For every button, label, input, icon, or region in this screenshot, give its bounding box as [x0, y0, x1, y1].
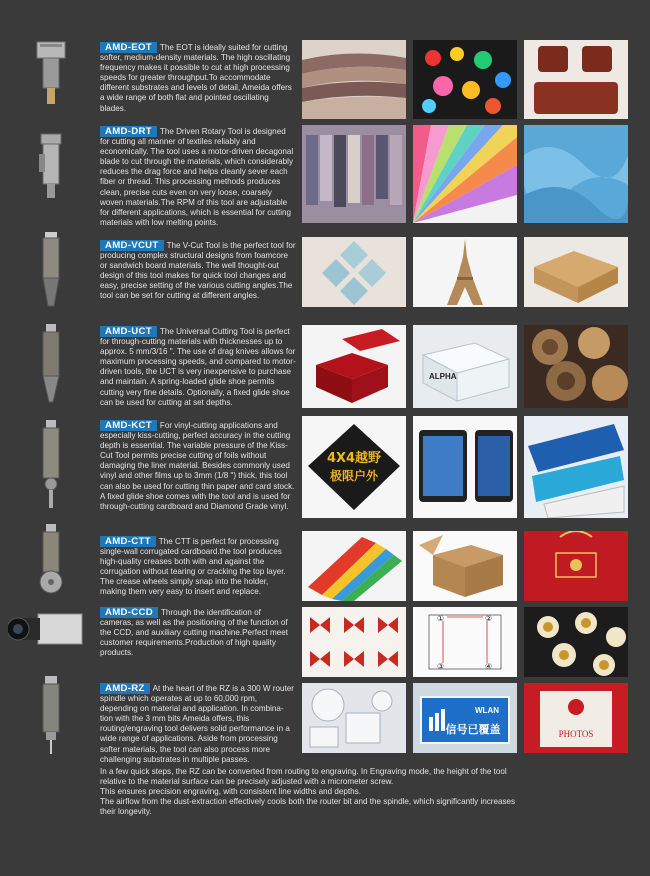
uct-code-badge: AMD-UCT: [100, 326, 157, 337]
uct-description: [100, 326, 296, 408]
registration-marks-diagram: [413, 607, 517, 677]
ctt-code-badge: AMD-CTT: [100, 536, 156, 547]
drt-description: [100, 126, 296, 228]
cardboard-boxes-photo: [413, 531, 517, 601]
ctt-tool-image: [22, 522, 80, 596]
ccd-image-3: [524, 607, 628, 677]
drt-image-2: [413, 125, 517, 223]
ccd-mark-4: ④: [485, 662, 493, 671]
ccd-image-2: [413, 607, 517, 677]
vcut-code-badge: AMD-VCUT: [100, 240, 164, 251]
kct-image-2: [413, 416, 517, 518]
ccd-camera-icon: [8, 606, 88, 652]
ccd-image-1: [302, 607, 406, 677]
ccd-mark-1: ①: [437, 614, 445, 623]
drt-tool-image: [22, 130, 80, 202]
universal-cutting-tool-icon: [36, 322, 66, 404]
rz-sign-text-2: 信号已覆盖: [445, 723, 501, 736]
red-paper-bag-photo: [524, 531, 628, 601]
eot-image-1: [302, 40, 406, 119]
drt-code-badge: AMD-DRT: [100, 126, 157, 137]
eot-tool-image: [22, 36, 80, 108]
drt-text: The Driven Rotary Tool is designed for cutting all manner of textiles reliably and economically. The tool uses a motor-driven decagonal blade to cut through the materials, which considerably reduces the drag force and helps cleanly sever each fiber or thread. This processing methods produces clean, precise cuts even on very loose, coarsely woven materials.The RPM of this tool are adjustable for different applications, which is essential for cutting materials with low melting points.: [100, 127, 294, 227]
kct-sticker-text: 4X4越野: [326, 451, 382, 466]
v-cut-tool-icon: [36, 230, 66, 310]
car-mats-photo: [524, 40, 628, 119]
uct-image-2: [413, 325, 517, 408]
acrylic-box-photo: [413, 325, 517, 408]
acrylic-wlan-sign-photo: [413, 683, 517, 753]
uct-image-3: [524, 325, 628, 408]
rotary-tool-icon: [31, 130, 71, 202]
drt-image-1: [302, 125, 406, 223]
kct-description: [100, 420, 296, 512]
vcut-tool-image: [22, 230, 80, 310]
vcut-image-2: [413, 237, 517, 307]
eot-code-badge: AMD-EOT: [100, 42, 157, 53]
felt-stack-photo: [302, 40, 406, 119]
ctt-description: [100, 536, 296, 598]
uct-tool-image: [22, 322, 80, 404]
rz-image-3: [524, 683, 628, 753]
vcut-description: [100, 240, 296, 302]
butterflies-photo: [302, 607, 406, 677]
rz-code-badge: AMD-RZ: [100, 683, 150, 694]
ctt-image-1: [302, 531, 406, 601]
router-spindle-icon: [36, 674, 66, 756]
kct-tool-image: [22, 418, 80, 510]
creasing-tool-icon: [33, 522, 69, 596]
uct-image-1: [302, 325, 406, 408]
decal-sheets-photo: [524, 416, 628, 518]
cartoon-bears-photo: [524, 607, 628, 677]
rz-extra-paragraph: In a few quick steps, the RZ can be converted from routing to engraving. In Engraving mode, the height of the tool relative to the material surface can be precisely adjusted with a micrometer screw.: [100, 767, 507, 787]
ccd-code-badge: AMD-CCD: [100, 607, 158, 618]
eiffel-tower-photo: [413, 237, 517, 307]
vcut-image-3: [524, 237, 628, 307]
eot-description: [100, 42, 296, 114]
foam-squares-photo: [302, 237, 406, 307]
eot-image-3: [524, 40, 628, 119]
engraved-frame-photo: [524, 683, 628, 753]
ctt-image-2: [413, 531, 517, 601]
rz-extended-description: [100, 767, 530, 817]
kct-code-badge: AMD-KCT: [100, 420, 157, 431]
fabric-samples-photo: [302, 125, 406, 223]
rz-sign-text: WLAN: [475, 706, 499, 715]
cloth-fan-photo: [413, 125, 517, 223]
corrugated-sheets-photo: [302, 531, 406, 601]
uct-box-label: ALPHA: [429, 372, 457, 381]
vcut-text: The V-Cut Tool is the perfect tool for producing complex structural designs from foamcore or sandwich board materials. The well thought-out design of this tool makes for quick tool changes and easy, precise setting of the various cutting angles.The tool can be set for cutting at different angles.: [100, 241, 296, 301]
corrugated-structure-photo: [524, 237, 628, 307]
ctt-image-3: [524, 531, 628, 601]
vinyl-sticker-photo: [302, 416, 406, 518]
rz-extra-paragraph: This ensures precision engraving, with consistent line widths and depths.: [100, 787, 361, 797]
ccd-mark-3: ③: [437, 662, 445, 671]
ccd-description: [100, 607, 296, 658]
rz-text: At the heart of the RZ is a 300 W router spindle which operates at up to 60,000 rpm, depending on material and application. In combina-tion with the 3 mm bits Ameida offers, this routing/engraving tool delivers solid performance in a wide range of applications. Aside from processing softer materials, the tool can also process more challenging substrates in multiple passes.: [100, 684, 294, 764]
rz-frame-text: PHOTOS: [558, 729, 594, 739]
ccd-text: Through the identification of cameras, as well as the positioning of the function of the CCD, and auxiliary cutting machine.Perfect meet customer requirements.Production of high quality products.: [100, 608, 289, 658]
tablet-film-photo: [413, 416, 517, 518]
placemats-photo: [524, 325, 628, 408]
eot-text: The EOT is ideally suited for cutting softer, medium-density materials. The high oscillating frequency makes it possible to cut at high processing speeds for greater throughput.To accommodate different substrates and levels of detail, Ameida offers a wide range of both flat and pointed oscillating blades.: [100, 43, 292, 113]
felt-cutouts-photo: [413, 40, 517, 119]
kiss-cut-tool-icon: [36, 418, 66, 510]
ctt-text: The CTT is perfect for processing single-wall corrugated cardboard.the tool produces high-quality creases both with and against the corrugation without tearing or cracking the top layer. The crease wheels simply snap into the holder, making them very easy to insert and replace.: [100, 537, 286, 597]
kct-image-3: [524, 416, 628, 518]
drt-image-3: [524, 125, 628, 223]
kct-text: For vinyl-cutting applications and especially kiss-cutting, perfect accuracy in the cutting depth is essential. The variable pressure of the Kiss-Cut Tool permits precise cutting of foils without damaging the liner material. Besides commonly used vinyl and other films up to 3mm (1/8 ") thick, this tool can also be used for cutting thin paper and card stock. A fixed glide shoe comes with the tool and is used for through-cutting cardboard and Diamond Grade vinyl.: [100, 421, 295, 511]
engraved-acrylic-photo: [302, 683, 406, 753]
rz-extra-paragraph: The airflow from the dust-extraction effectively cools both the router bit and the spindle, which significantly increases their longevity.: [100, 797, 516, 817]
uct-text: The Universal Cutting Tool is perfect for through-cutting materials with thicknesses up to approx. 5 mm/3/16 ". The use of drag knives allows for maximum processing speeds, and compared to motor-driven tools, the UCT is very inexpensive to purchase and maintain. A spring-loaded glide shoe permits cutting very fine details. Optionally, a fixed glide shoe can be used for cutting at set depths.: [100, 327, 296, 407]
vcut-image-1: [302, 237, 406, 307]
ccd-tool-image: [8, 606, 88, 652]
rz-tool-image: [22, 674, 80, 756]
gift-box-photo: [302, 325, 406, 408]
oscillating-tool-icon: [31, 36, 71, 108]
rz-image-2: [413, 683, 517, 753]
blue-fleece-photo: [524, 125, 628, 223]
kct-image-1: [302, 416, 406, 518]
ccd-mark-2: ②: [485, 614, 493, 623]
rz-image-1: [302, 683, 406, 753]
eot-image-2: [413, 40, 517, 119]
rz-description: [100, 683, 296, 765]
kct-sticker-text-2: 极限户外: [329, 469, 379, 483]
